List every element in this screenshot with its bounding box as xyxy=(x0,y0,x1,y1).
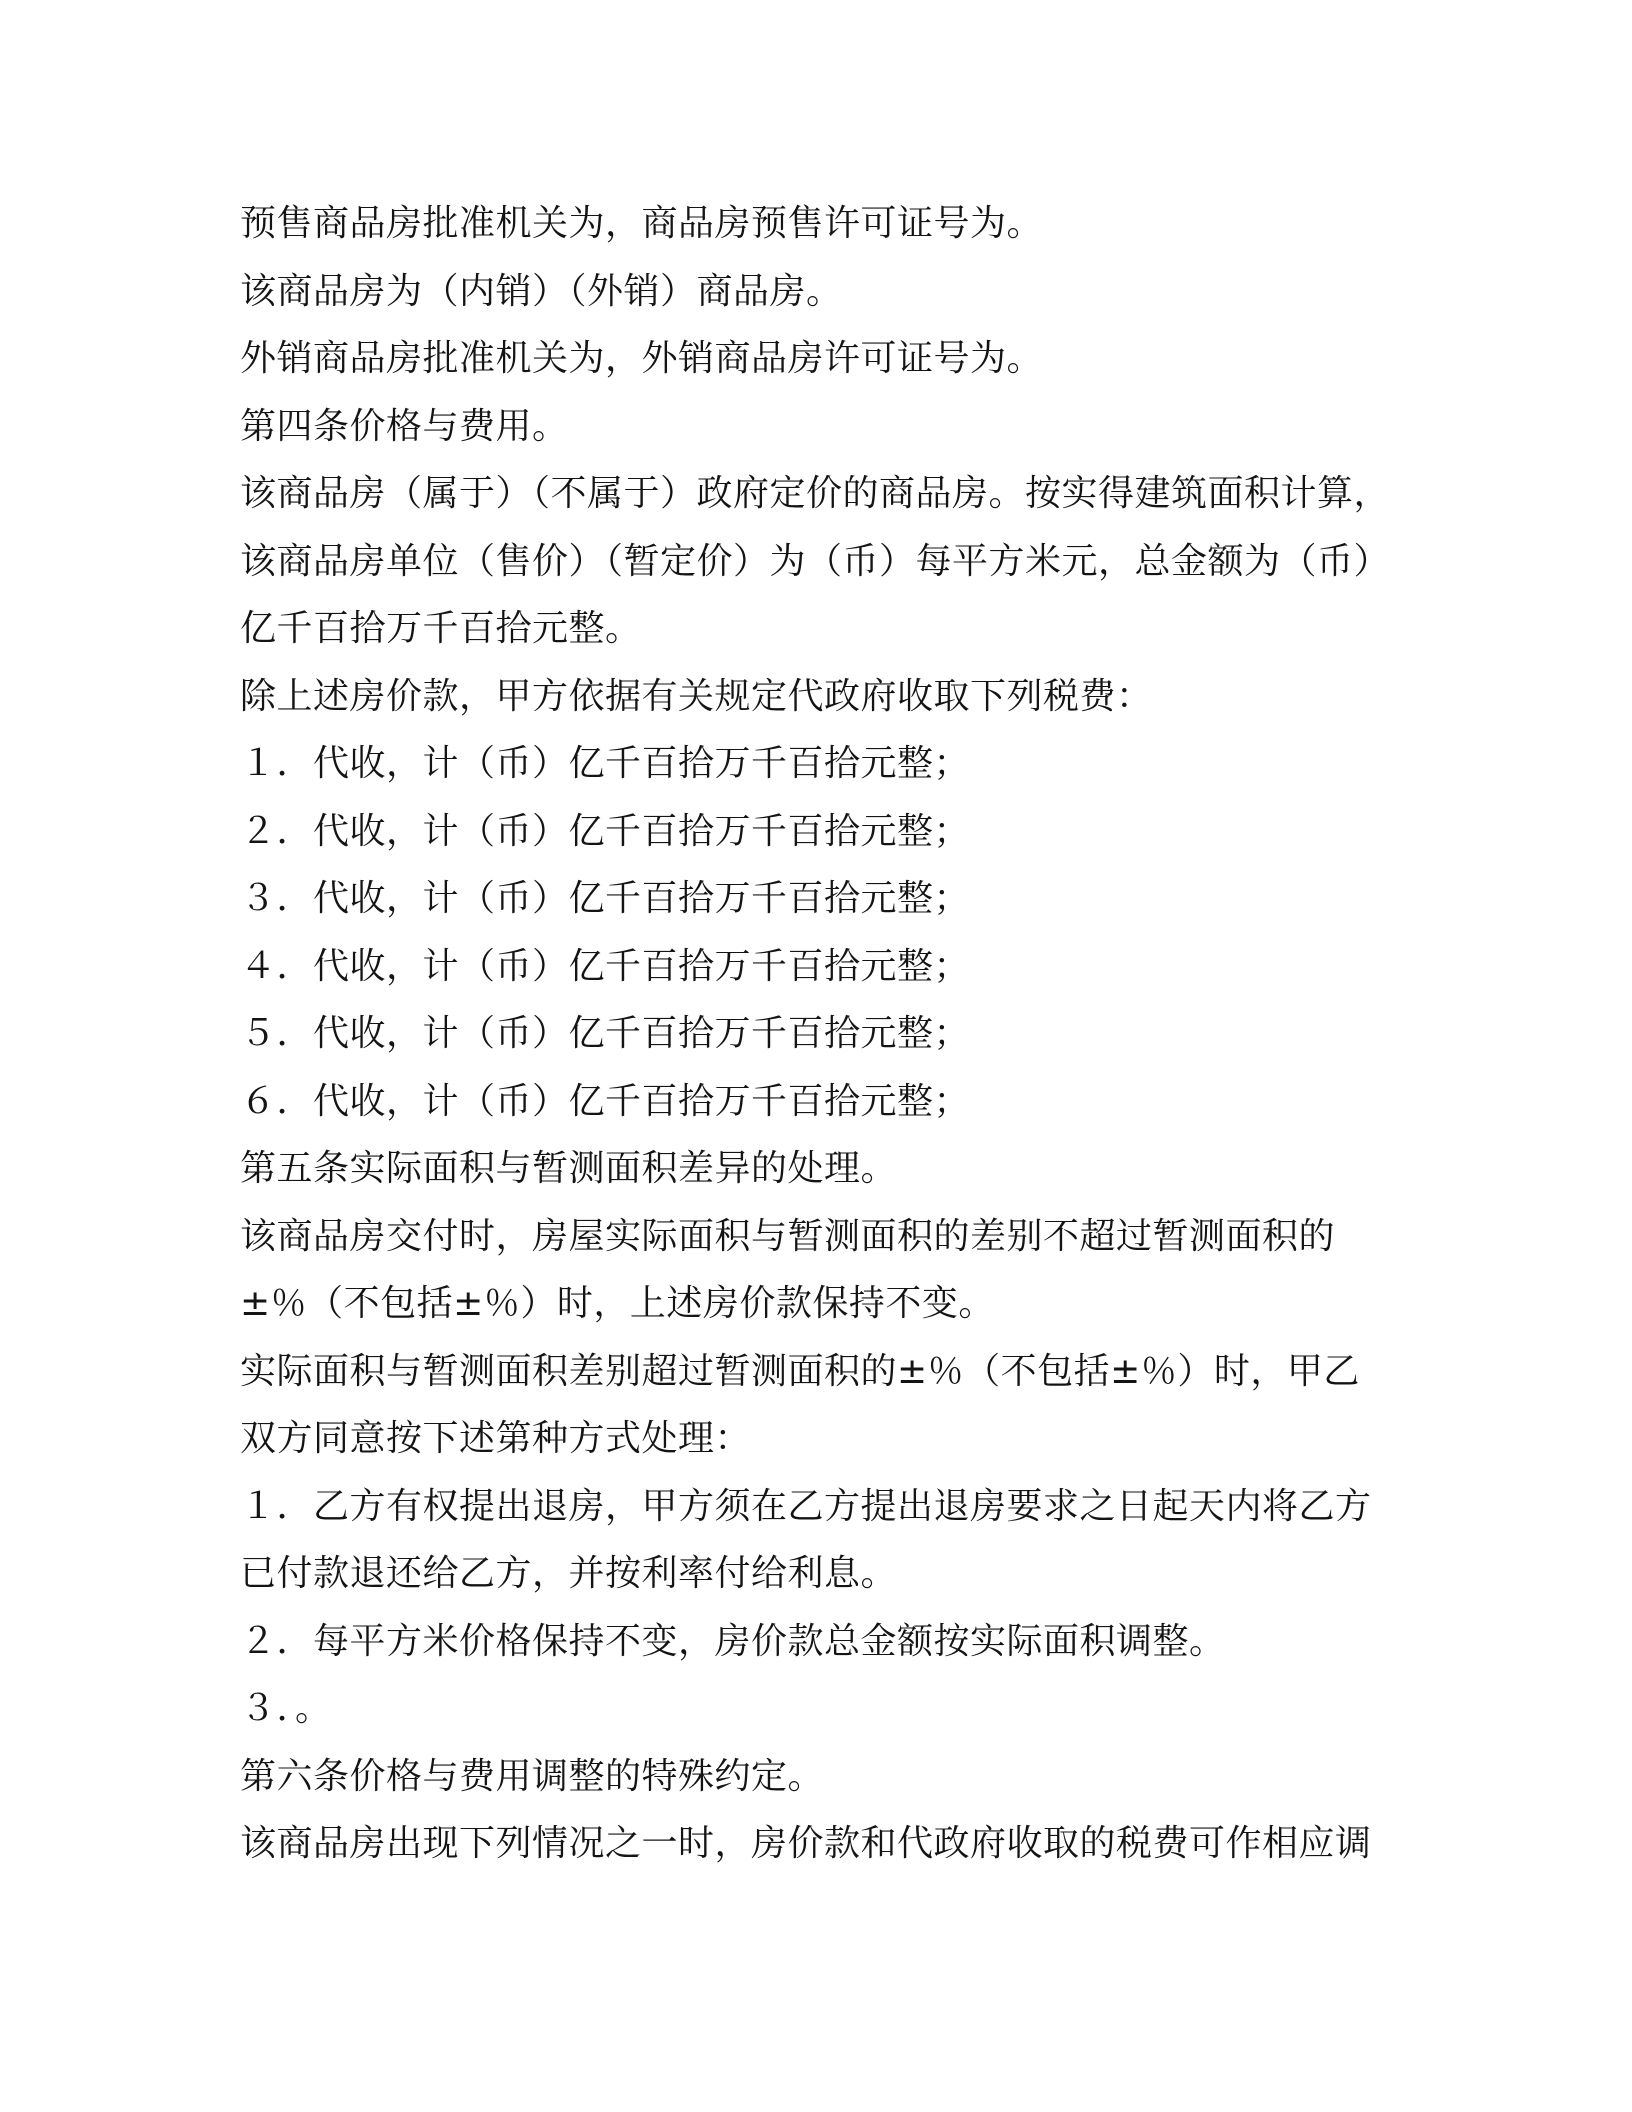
list-item: ３．代收，计（币）亿千百拾万千百拾元整； xyxy=(240,878,971,919)
text-line: 实际面积与暂测面积差别超过暂测面积的±％（不包括±％）时，甲乙 xyxy=(240,1350,1360,1392)
list-item: ２．每平方米价格保持不变，房价款总金额按实际面积调整。 xyxy=(240,1620,1226,1662)
list-item: ２．代收，计（币）亿千百拾万千百拾元整； xyxy=(240,810,971,852)
list-item: ５．代收，计（币）亿千百拾万千百拾元整； xyxy=(240,1013,971,1054)
text-line: ±％（不包括±％）时，上述房价款保持不变。 xyxy=(240,1283,995,1324)
text-line: 外销商品房批准机关为，外销商品房许可证号为。 xyxy=(240,338,1044,379)
text-line: 预售商品房批准机关为，商品房预售许可证号为。 xyxy=(240,203,1044,244)
list-item: １．乙方有权提出退房，甲方须在乙方提出退房要求之日起天内将乙方 xyxy=(240,1485,1372,1527)
list-item: １．代收，计（币）亿千百拾万千百拾元整； xyxy=(240,743,971,784)
document-body xyxy=(240,190,1400,1878)
text-line: 双方同意按下述第种方式处理： xyxy=(240,1418,752,1459)
text-line: 该商品房交付时，房屋实际面积与暂测面积的差别不超过暂测面积的 xyxy=(240,1215,1336,1257)
list-item: ３．。 xyxy=(240,1688,332,1729)
article-heading: 第五条实际面积与暂测面积差异的处理。 xyxy=(240,1148,898,1189)
list-item: ６．代收，计（币）亿千百拾万千百拾元整； xyxy=(240,1080,971,1122)
text-line: 该商品房为（内销）（外销）商品房。 xyxy=(240,270,843,312)
list-item: ４．代收，计（币）亿千百拾万千百拾元整； xyxy=(240,945,971,987)
text-line: 该商品房单位（售价）（暂定价）为（币）每平方米元，总金额为（币） xyxy=(240,540,1391,582)
text-line: 该商品房出现下列情况之一时，房价款和代政府收取的税费可作相应调 xyxy=(240,1823,1372,1864)
text-line: 已付款退还给乙方，并按利率付给利息。 xyxy=(240,1553,898,1594)
text-line: 亿千百拾万千百拾元整。 xyxy=(240,608,642,649)
text-line: 该商品房（属于）（不属于）政府定价的商品房。按实得建筑面积计算， xyxy=(240,473,1391,514)
article-heading: 第四条价格与费用。 xyxy=(240,405,569,447)
article-heading: 第六条价格与费用调整的特殊约定。 xyxy=(240,1755,825,1797)
text-line: 除上述房价款，甲方依据有关规定代政府收取下列税费： xyxy=(240,675,1153,717)
